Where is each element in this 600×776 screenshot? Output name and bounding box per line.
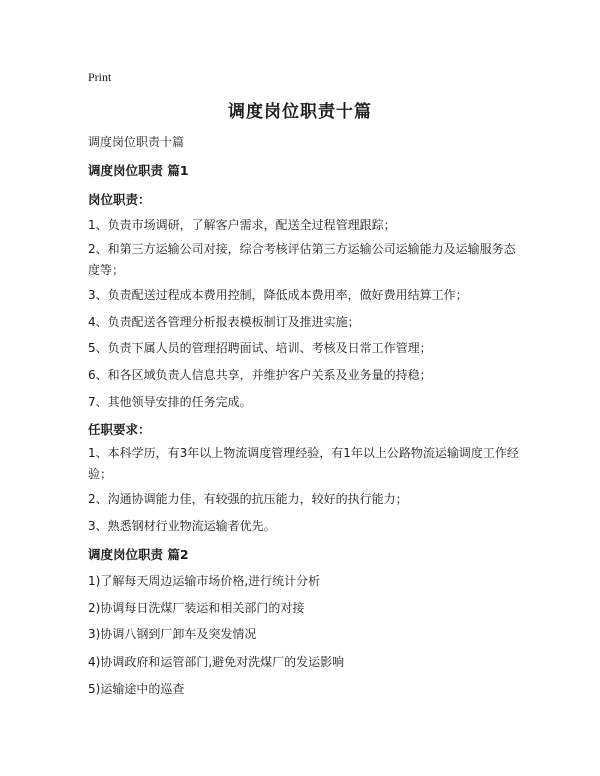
section2-item: 2)协调每日洗煤厂装运和相关部门的对接 (88, 601, 305, 615)
section2-item: 1)了解每天周边运输市场价格,进行统计分析 (88, 574, 321, 588)
section2-heading: 调度岗位职责 篇2 (88, 547, 189, 562)
page-title: 调度岗位职责十篇 (228, 102, 372, 122)
duties-heading: 岗位职责： (88, 192, 151, 207)
print-label: Print (88, 70, 112, 84)
duty-item: 7、其他领导安排的任务完成。 (88, 395, 252, 409)
requirement-item: 3、熟悉钢材行业物流运输者优先。 (88, 519, 276, 533)
requirement-item: 1、本科学历，有3年以上物流调度管理经验，有1年以上公路物流运输调度工作经验； (88, 446, 519, 481)
section2-item: 3)协调八钢到厂卸车及突发情况 (88, 627, 257, 641)
duty-item: 2、和第三方运输公司对接，综合考核评估第三方运输公司运输能力及运输服务态度等； (88, 242, 516, 277)
duty-item: 1、负责市场调研，了解客户需求，配送全过程管理跟踪； (88, 218, 396, 232)
section2-item: 4)协调政府和运管部门,避免对洗煤厂的发运影响 (88, 655, 345, 669)
requirement-item: 2、沟通协调能力佳，有较强的抗压能力，较好的执行能力； (88, 492, 408, 506)
duty-item: 5、负责下属人员的管理招聘面试、培训、考核及日常工作管理； (88, 341, 432, 355)
duty-item: 4、负责配送各管理分析报表模板制订及推进实施； (88, 315, 360, 329)
requirements-heading: 任职要求： (88, 422, 151, 437)
duty-item: 3、负责配送过程成本费用控制，降低成本费用率，做好费用结算工作； (88, 288, 468, 302)
section2-item: 5)运输途中的巡查 (88, 682, 185, 696)
section1-heading: 调度岗位职责 篇1 (88, 163, 189, 178)
subtitle: 调度岗位职责十篇 (88, 135, 185, 149)
duty-item: 6、和各区域负责人信息共享，并维护客户关系及业务量的持稳； (88, 368, 432, 382)
